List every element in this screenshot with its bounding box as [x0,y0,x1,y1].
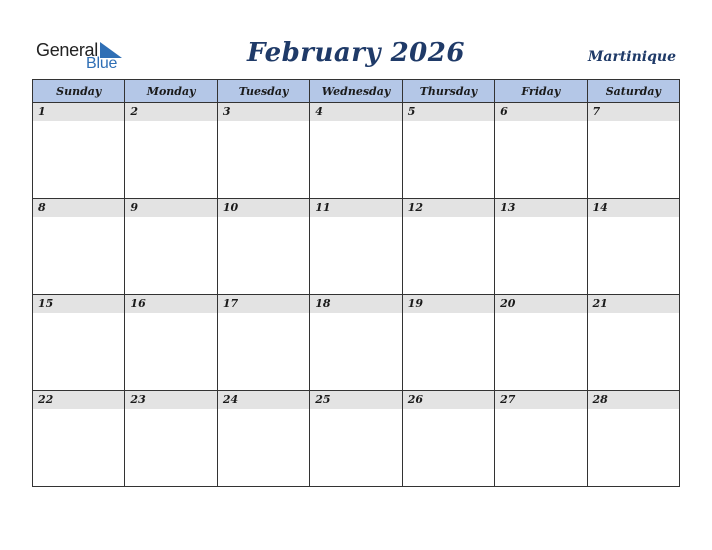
week-row [33,295,680,391]
day-number: 20 [495,295,586,313]
day-number: 9 [125,199,216,217]
day-number: 11 [310,199,401,217]
day-cell [33,391,125,487]
day-number: 6 [495,103,586,121]
day-number: 16 [125,295,216,313]
day-number: 26 [403,391,494,409]
day-number: 25 [310,391,401,409]
day-cell [125,295,217,391]
day-cell [587,295,679,391]
weekday-header: Wednesday [310,80,402,103]
day-number: 2 [125,103,216,121]
calendar-grid [32,79,680,487]
day-number: 18 [310,295,401,313]
weekday-header: Sunday [33,80,125,103]
day-cell [310,103,402,199]
day-number: 1 [33,103,124,121]
logo-general-text: General [36,40,98,60]
day-cell [402,391,494,487]
day-number: 3 [218,103,309,121]
weekday-header: Thursday [402,80,494,103]
weekday-header: Friday [495,80,587,103]
day-cell [125,199,217,295]
day-cell [217,391,309,487]
day-number: 22 [33,391,124,409]
day-number: 24 [218,391,309,409]
weekday-header-row [33,80,680,103]
weekday-header: Monday [125,80,217,103]
day-number: 21 [588,295,679,313]
day-number: 4 [310,103,401,121]
week-row [33,199,680,295]
day-cell [495,295,587,391]
day-number: 10 [218,199,309,217]
weekday-header: Saturday [587,80,679,103]
calendar-title: February 2026 [247,38,465,68]
day-cell [587,391,679,487]
day-cell [125,391,217,487]
day-number: 7 [588,103,679,121]
day-cell [495,199,587,295]
weekday-header: Tuesday [217,80,309,103]
day-number: 15 [33,295,124,313]
day-number: 12 [403,199,494,217]
day-cell [495,103,587,199]
day-number: 17 [218,295,309,313]
day-number: 27 [495,391,586,409]
day-cell [402,199,494,295]
day-number: 28 [588,391,679,409]
day-number: 14 [588,199,679,217]
day-cell [125,103,217,199]
region-label: Martinique [587,49,676,65]
day-cell [217,103,309,199]
day-cell [33,103,125,199]
day-cell [402,295,494,391]
day-number: 13 [495,199,586,217]
day-cell [310,295,402,391]
day-number: 5 [403,103,494,121]
logo-blue-text: Blue [86,55,118,72]
day-number: 19 [403,295,494,313]
day-cell [587,199,679,295]
week-row [33,103,680,199]
day-cell [587,103,679,199]
day-cell [217,199,309,295]
day-cell [310,199,402,295]
day-cell [33,199,125,295]
day-cell [33,295,125,391]
day-cell [495,391,587,487]
day-number: 8 [33,199,124,217]
day-cell [310,391,402,487]
day-number: 23 [125,391,216,409]
day-cell [402,103,494,199]
day-cell [217,295,309,391]
week-row [33,391,680,487]
